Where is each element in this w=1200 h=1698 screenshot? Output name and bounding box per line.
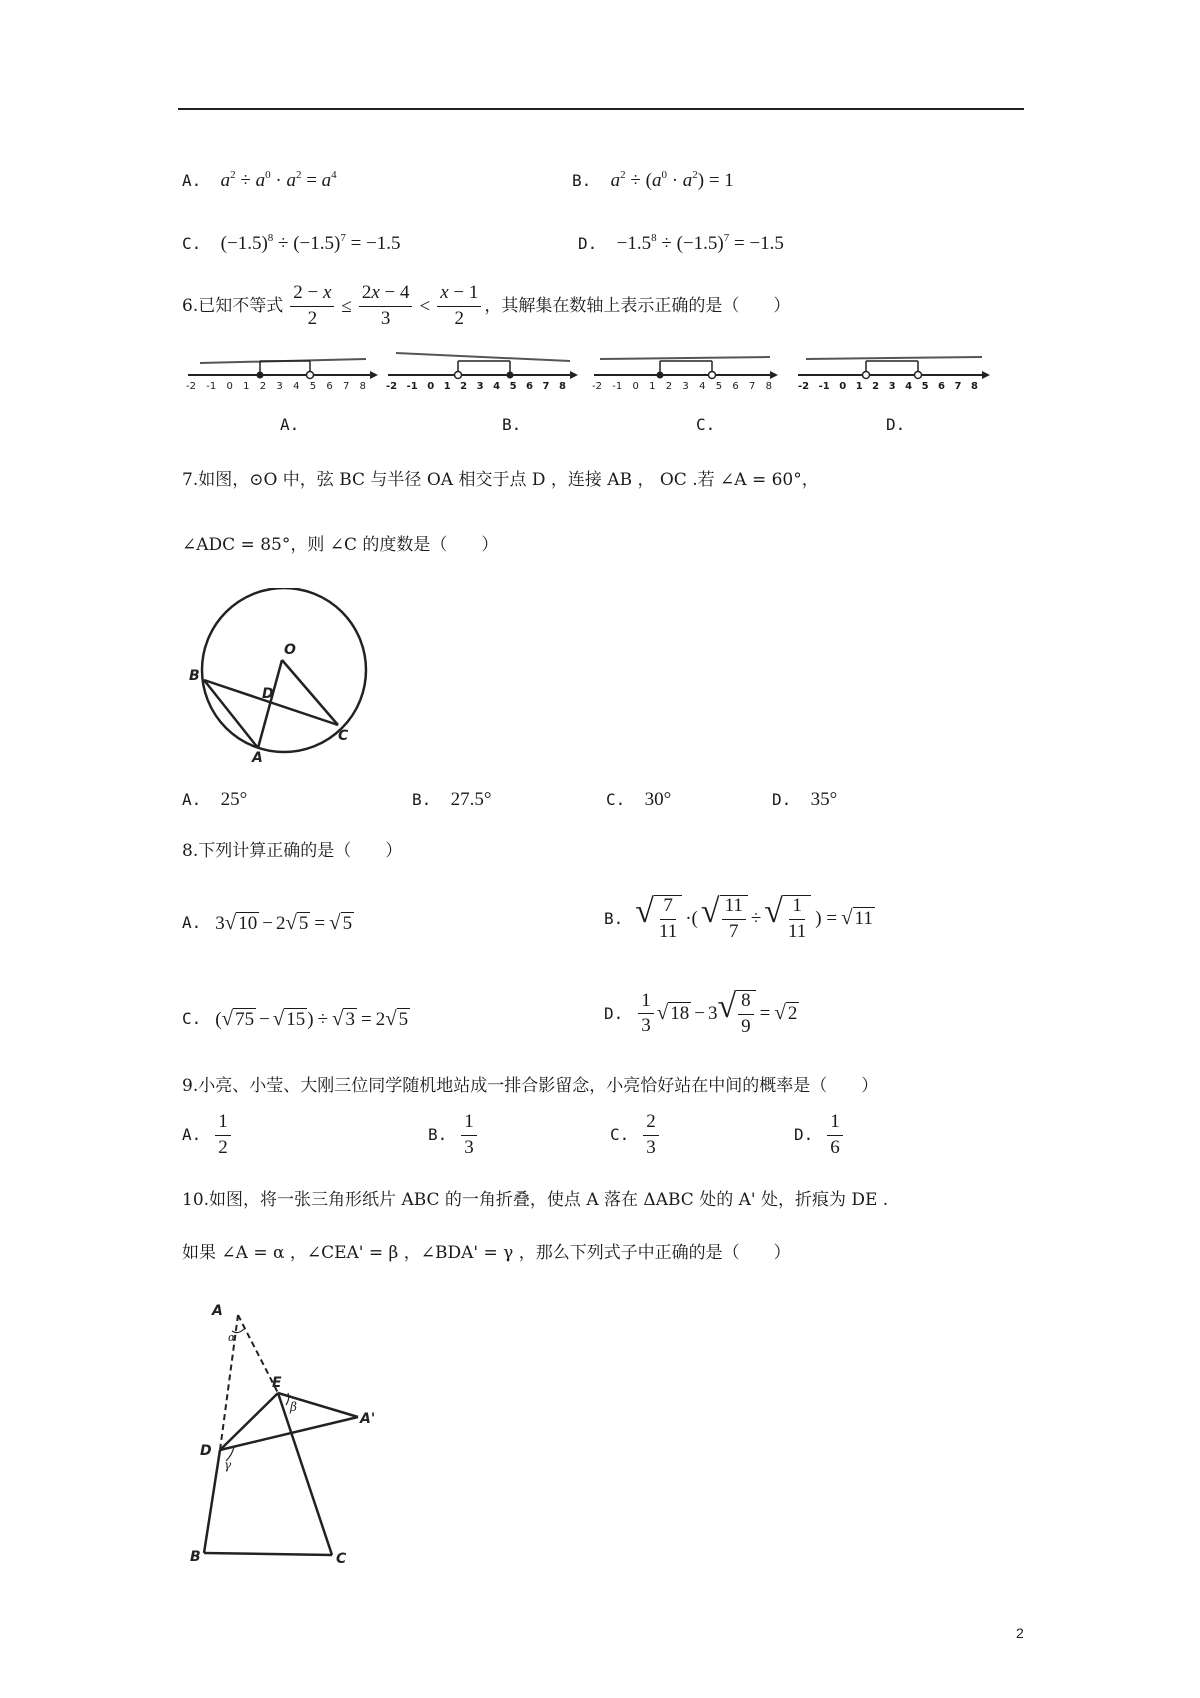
crease-de: [220, 1393, 278, 1450]
q6-caption-d: D.: [886, 415, 906, 434]
label-b: B: [190, 1549, 201, 1565]
q7-option-c: C. 30°: [606, 789, 672, 810]
q8-option-b: B. √ $\frac{7}{11}$ ·( √ $\frac{11}{7}$ ÷ √ $\frac{1}{11}$ ) = √ 11: [604, 893, 873, 942]
numberline-a: [188, 359, 378, 379]
q8-option-a: A. 3 √ 10 − 2 √ 5 = √ 5: [182, 910, 353, 934]
q9-option-b: B. $\frac{1}{3}$: [428, 1112, 480, 1159]
numberline-b: [388, 353, 578, 379]
label-d: D: [262, 686, 274, 702]
q7-stem-line1: 7.如图，⊙O 中，弦 BC 与半径 OA 相交于点 D ，连接 AB ， OC .若 ∠A = 60°，: [182, 470, 819, 490]
q8-option-d: D. $\frac{1}{3}$ √ 18 − 3 √ $\frac{8}{9}$ = √ 2: [604, 988, 798, 1037]
q6-stem-suffix: ，其解集在数轴上表示正确的是（ ）: [484, 295, 791, 316]
q9-stem: 9.小亮、小莹、大刚三位同学随机地站成一排合影留念，小亮恰好站在中间的概率是（ ）: [182, 1076, 879, 1096]
q8-stem: 8.下列计算正确的是（ ）: [182, 841, 403, 861]
numberline-c: [594, 357, 778, 379]
segment-db: [204, 1450, 220, 1553]
option-label: C.: [182, 234, 202, 253]
q7-option-b: B. 27.5°: [412, 789, 492, 810]
option-label: A.: [182, 171, 202, 190]
label-a-prime: A': [360, 1411, 376, 1427]
q7-stem-line2: ∠ADC = 85°，则 ∠C 的度数是（ ）: [182, 535, 499, 555]
label-o: O: [284, 642, 296, 658]
q10-fold-figure: [186, 1295, 396, 1585]
q5-option-a: A. $a^2 \div a^0 \cdot a^2 = a^4$: [182, 169, 337, 191]
numberline-d-ticks: -2 -1 0 1 2 3 4 5 6 7 8: [798, 381, 978, 392]
label-a: A: [252, 750, 263, 763]
q8-option-c: C. ( √ 75 − √ 15 ) ÷ √ 3 = 2 √ 5: [182, 1006, 409, 1030]
header-rule: [178, 108, 1024, 110]
label-c: C: [338, 728, 349, 744]
numberline-c-ticks: -2 -1 0 1 2 3 4 5 6 7 8: [592, 381, 772, 392]
q7-circle-figure: [186, 588, 386, 763]
segment-da-prime: [220, 1417, 358, 1450]
q10-stem-line1: 10.如图，将一张三角形纸片 ABC 的一角折叠，使点 A 落在 ΔABC 处的 A' 处，折痕为 DE .: [182, 1190, 889, 1210]
label-d: D: [200, 1443, 212, 1459]
q6-caption-c: C.: [696, 415, 716, 434]
segment-ec: [278, 1393, 332, 1555]
numberline-b-ticks: -2 -1 0 1 2 3 4 5 6 7 8: [386, 381, 566, 392]
label-alpha: α: [228, 1331, 236, 1344]
q7-option-a: A. 25°: [182, 789, 248, 810]
label-gamma: γ: [224, 1458, 232, 1472]
q5-option-b: B. $a^2 \div (a^0 \cdot a^2) = 1$: [572, 169, 734, 191]
q6-caption-a: A.: [280, 415, 300, 434]
segment-bc: [204, 1553, 332, 1555]
label-b: B: [189, 668, 200, 684]
q6-caption-b: B.: [502, 415, 522, 434]
q9-option-d: D. $\frac{1}{6}$: [794, 1112, 846, 1159]
q5-option-c: C. $(-1.5)^8 \div (-1.5)^7 = -1.5$: [182, 232, 401, 254]
page-number: 2: [1016, 1625, 1024, 1641]
q9-option-c: C. $\frac{2}{3}$: [610, 1112, 662, 1159]
label-c: C: [336, 1551, 347, 1567]
q7-option-d: D. 35°: [772, 789, 838, 810]
label-a: A: [212, 1303, 223, 1319]
option-label: D.: [578, 234, 598, 253]
q6-stem-prefix: 6.已知不等式: [182, 295, 284, 316]
q6-stem: 6.已知不等式 $\frac{2 - x}{2}$ ≤ $\frac{2x - 4}{3}$ < $\frac{x - 1}{2}$ ，其解集在数轴上表示正确的是（ ）: [182, 282, 791, 329]
numberline-d: [798, 357, 990, 379]
q10-stem-line2: 如果 ∠A = α ，∠CEA' = β ，∠BDA' = γ ，那么下列式子中正确的是（ ）: [182, 1243, 791, 1263]
q9-option-a: A. $\frac{1}{2}$: [182, 1112, 234, 1159]
numberline-a-ticks: -2 -1 0 1 2 3 4 5 6 7 8: [186, 381, 366, 392]
q5-option-d: D. $-1.5^8 \div (-1.5)^7 = -1.5$: [578, 232, 784, 254]
option-label: B.: [572, 171, 592, 190]
label-e: E: [272, 1375, 282, 1391]
label-beta: β: [290, 1400, 297, 1414]
